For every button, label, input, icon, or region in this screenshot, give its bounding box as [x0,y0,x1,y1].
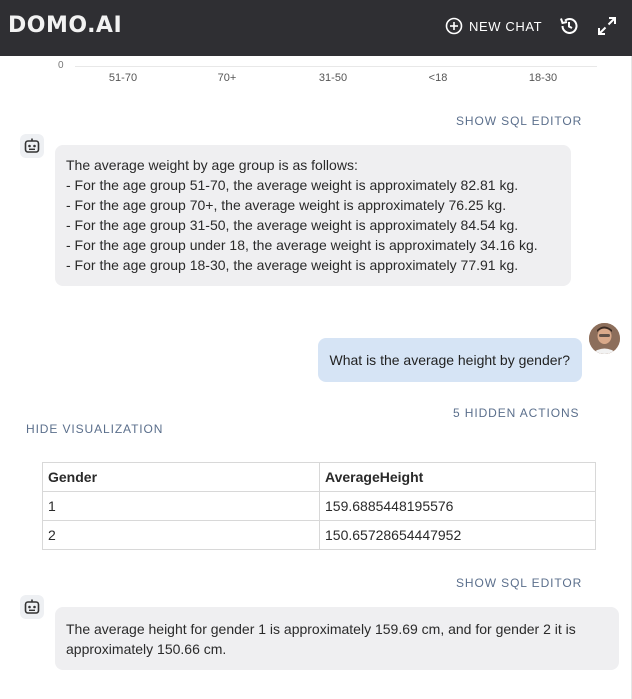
message-line: - For the age group under 18, the average weight is approximately 34.16 kg. [66,237,538,253]
new-chat-button[interactable] [445,15,542,37]
message-line: - For the age group 51-70, the average weight is approximately 82.81 kg. [66,177,519,193]
table-cell: 150.65728654447952 [320,521,596,550]
message-line: approximately 150.66 cm. [66,641,227,657]
message-line: The average height for gender 1 is approximately 159.69 cm, and for gender 2 it is [66,621,576,637]
bot-avatar [20,595,44,619]
message-line: The average weight by age group is as follows: [66,157,358,173]
table-cell: 2 [43,521,320,550]
chart-tick-label: <18 [428,72,448,84]
bot-message-weight [55,145,571,286]
message-line: - For the age group 31-50, the average weight is approximately 84.54 kg. [66,217,519,233]
chart-tick-label: 70+ [217,72,237,84]
table-row [43,492,596,521]
chart-tick-label: 51-70 [108,72,138,84]
result-table [42,462,596,550]
history-button[interactable] [558,15,580,37]
hidden-actions-link[interactable]: 5 HIDDEN ACTIONS [453,406,580,420]
table-header-cell: Gender [43,463,320,492]
expand-icon [596,15,618,37]
table-cell: 1 [43,492,320,521]
chat-area[interactable] [0,56,632,699]
hide-visualization-link[interactable]: HIDE VISUALIZATION [26,422,164,436]
table-row [43,521,596,550]
chart-tick-label: 31-50 [318,72,348,84]
bot-avatar [20,134,44,158]
table-cell: 159.6885448195576 [320,492,596,521]
show-sql-editor-link[interactable]: SHOW SQL EDITOR [456,114,583,128]
app-logo: DOMO.AI [8,13,123,38]
history-icon [558,15,580,37]
robot-icon [23,598,41,616]
user-message: What is the average height by gender? [318,338,583,382]
user-photo [589,323,620,354]
app-header [0,0,632,56]
table-header-cell: AverageHeight [320,463,596,492]
show-sql-editor-link[interactable]: SHOW SQL EDITOR [456,576,583,590]
chart-y-zero-label: 0 [58,60,64,71]
new-chat-label: NEW CHAT [469,18,543,34]
message-line: - For the age group 18-30, the average weight is approximately 77.91 kg. [66,257,519,273]
table-header-row [43,463,596,492]
chart-axis-line [75,66,597,67]
message-line: - For the age group 70+, the average weight is approximately 76.25 kg. [66,197,507,213]
expand-button[interactable] [596,15,618,37]
chart-tick-label: 18-30 [528,72,558,84]
plus-circle-icon [445,17,463,35]
user-avatar [589,323,620,354]
robot-icon [23,137,41,155]
bot-message-height [55,607,619,670]
